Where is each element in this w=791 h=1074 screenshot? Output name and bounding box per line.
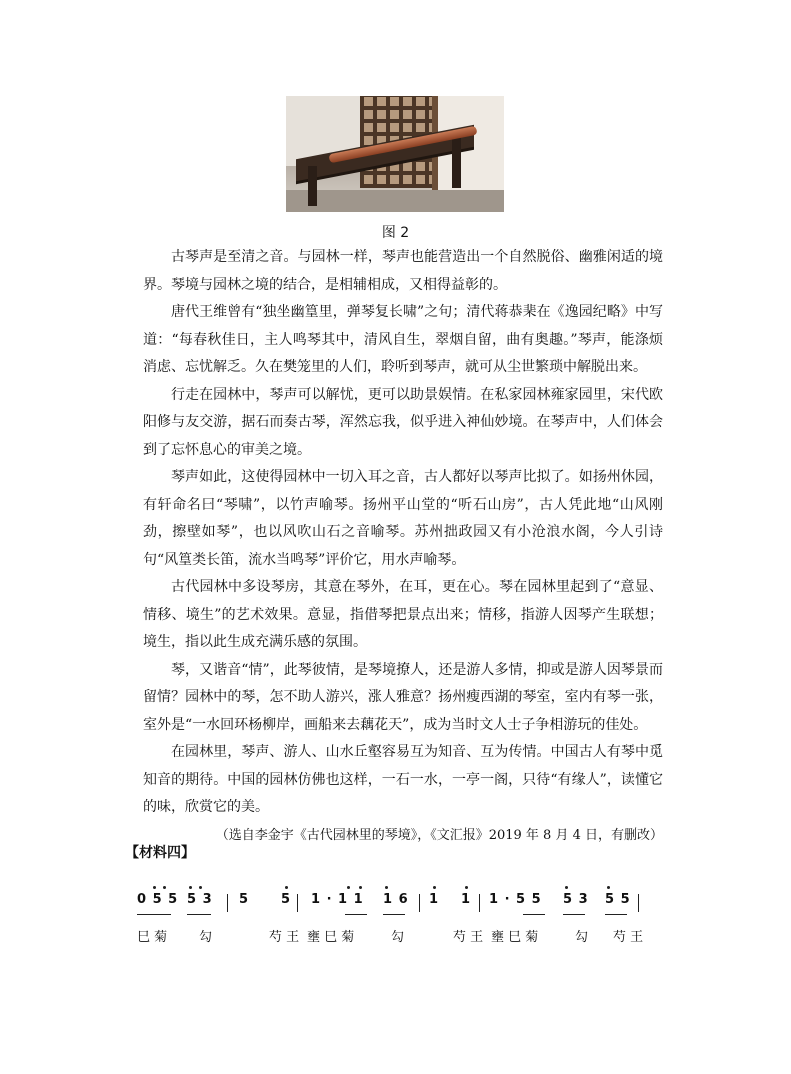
paragraph: 唐代王维曾有“独坐幽篁里，弹琴复长啸”之句；清代蒋恭棐在《逸园纪略》中写道：“每春秋佳日，主人鸣琴其中，清风自生，翠烟自留，曲有奥趣。”琴声，能涤烦消虑、忘忧解乏。久在樊笼里的人们，聆听到琴声，就可从尘世繁琐中解脱出来。 <box>143 304 663 375</box>
source-citation: （选自李金宇《古代园林里的琴境》，《文汇报》2019 年 8 月 4 日，有删改） <box>215 827 663 843</box>
figure-photo <box>286 96 504 212</box>
section-label: 【材料四】 <box>125 845 195 861</box>
paragraph: 在园林里，琴声、游人、山水丘壑容易互为知音、互为传情。中国古人有琴中觅知音的期待。中国的园林仿佛也这样，一石一水，一亭一阁，只待“有缘人”，读懂它的味，欣赏它的美。 <box>143 744 663 815</box>
score-note: 5 3 <box>563 892 589 907</box>
tablature-symbol: 巳 菊 <box>137 930 168 945</box>
paragraph: 琴声如此，这使得园林中一切入耳之音，古人都好以琴声比拟了。如扬州休园，有轩命名曰“琴啸”，以竹声喻琴。扬州平山堂的“听石山房”，古人凭此地“山风刚劲，擦壁如琴”，也以风吹山石之音喻琴。苏州拙政园又有小沧浪水阁，今人引诗句“风篁类长笛，流水当鸣琴”评价它，用水声喻琴。 <box>143 469 663 568</box>
score-note: 1 <box>461 892 472 907</box>
tablature-symbol: 壅 巳 菊 <box>307 930 355 945</box>
score-note: 5 <box>239 892 250 907</box>
score-note: 5 <box>281 892 292 907</box>
score-note: 1 · 5 5 <box>489 892 542 907</box>
tablature-symbol: 芍 王 <box>613 930 644 945</box>
music-score <box>135 884 655 954</box>
tablature-symbol: 芍 王 <box>453 930 484 945</box>
tablature-symbol: 芍 王 <box>269 930 300 945</box>
paragraph: 行走在园林中，琴声可以解忧，更可以助景娱情。在私家园林雍家园里，宋代欧阳修与友交游，据石而奏古琴，浑然忘我，似乎进入神仙妙境。在琴声中，人们体会到了忘怀息心的审美之境。 <box>143 386 663 458</box>
tablature-symbol: 勾 <box>575 930 589 945</box>
paragraph: 古代园林中多设琴房，其意在琴外，在耳，更在心。琴在园林里起到了“意显、情移、境生”的艺术效果。意显，指借琴把景点出来；情移，指游人因琴产生联想；境生，指以此生成充满乐感的氛围。 <box>143 579 663 650</box>
score-note: 5 5 <box>605 892 631 907</box>
paragraph: 古琴声是至清之音。与园林一样，琴声也能营造出一个自然脱俗、幽雅闲适的境界。琴境与园林之境的结合，是相辅相成，又相得益彰的。 <box>143 249 663 293</box>
score-note: 1 6 <box>383 892 409 907</box>
score-note: 0 5 5 <box>137 892 179 907</box>
score-note: 1 · 1 1 <box>311 892 364 907</box>
figure-caption: 图 2 <box>381 225 410 241</box>
paragraph: 琴，又谐音“情”，此琴彼情，是琴境撩人，还是游人多情，抑或是游人因琴景而留情？园林中的琴，怎不助人游兴，涨人雅意？扬州瘦西湖的琴室，室内有琴一张，室外是“一水回环杨柳岸，画船来去藕花天”，成为当时文人士子争相游玩的佳处。 <box>143 661 663 733</box>
tablature-symbol: 勾 <box>199 930 213 945</box>
tablature-symbol: 勾 <box>391 930 405 945</box>
score-note: 1 <box>429 892 440 907</box>
article-body <box>143 244 663 849</box>
tablature-symbol: 壅 巳 菊 <box>491 930 539 945</box>
score-note: 5 3 <box>187 892 213 907</box>
